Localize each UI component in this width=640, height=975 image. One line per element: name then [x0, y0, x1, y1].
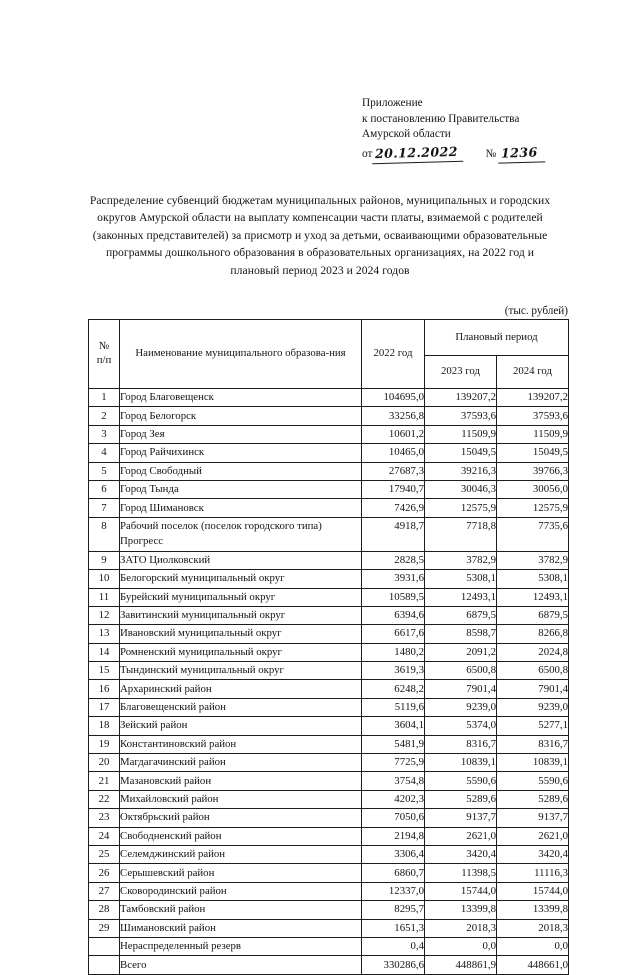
value-2022-cell: 6617,6: [362, 625, 425, 643]
value-2022-cell: 3604,1: [362, 717, 425, 735]
value-2023-cell: 2091,2: [425, 643, 497, 661]
value-2023-cell: 2018,3: [425, 919, 497, 937]
column-header-row-number-line1: №: [98, 340, 110, 353]
row-number-cell: 13: [89, 625, 120, 643]
municipality-name-cell: Город Шимановск: [120, 499, 362, 517]
municipality-name-cell: Всего: [120, 956, 362, 974]
row-number-cell: 21: [89, 772, 120, 790]
table-row: [89, 827, 569, 845]
appendix-header-block: [362, 96, 592, 162]
value-2023-cell: 448861,9: [425, 956, 497, 974]
value-2022-cell: 330286,6: [362, 956, 425, 974]
table-row: [89, 662, 569, 680]
column-header-row-number-line2: п/п: [96, 354, 112, 366]
value-2024-cell: 37593,6: [497, 407, 569, 425]
column-header-planning-period: Плановый период: [425, 320, 569, 356]
value-2023-cell: 10839,1: [425, 754, 497, 772]
value-2022-cell: 1480,2: [362, 643, 425, 661]
value-2024-cell: 8316,7: [497, 735, 569, 753]
value-2023-cell: 13399,8: [425, 901, 497, 919]
table-row: [89, 588, 569, 606]
document-reference-line: [362, 145, 592, 163]
row-number-cell: 19: [89, 735, 120, 753]
row-number-cell: 16: [89, 680, 120, 698]
municipality-name-cell: Магдагачинский район: [120, 754, 362, 772]
row-number-cell: 17: [89, 698, 120, 716]
municipality-name-cell: Рабочий поселок (поселок городского типа) Прогресс: [120, 517, 362, 551]
value-2022-cell: 6860,7: [362, 864, 425, 882]
municipality-name-cell: Михайловский район: [120, 790, 362, 808]
row-number-cell: 10: [89, 570, 120, 588]
municipality-name-cell: Завитинский муниципальный округ: [120, 606, 362, 624]
value-2022-cell: 3306,4: [362, 845, 425, 863]
row-number-cell: 15: [89, 662, 120, 680]
column-header-year-2023: 2023 год: [425, 356, 497, 389]
value-2022-cell: 4202,3: [362, 790, 425, 808]
row-number-cell: 8: [89, 517, 120, 551]
row-number-cell: 11: [89, 588, 120, 606]
table-row: [89, 462, 569, 480]
value-2022-cell: 6394,6: [362, 606, 425, 624]
handwritten-date: 20.12.2022: [372, 144, 463, 164]
value-2023-cell: 7901,4: [425, 680, 497, 698]
municipality-name-cell: ЗАТО Циолковский: [120, 551, 362, 569]
table-row: [89, 919, 569, 937]
value-2023-cell: 15049,5: [425, 444, 497, 462]
table-head: [89, 320, 569, 389]
value-2024-cell: 9239,0: [497, 698, 569, 716]
column-header-municipality-name-text: Наименование муниципального образова-ния: [135, 347, 346, 360]
table-row: [89, 680, 569, 698]
value-2023-cell: 8598,7: [425, 625, 497, 643]
row-number-cell: 9: [89, 551, 120, 569]
value-2022-cell: 3754,8: [362, 772, 425, 790]
units-note: (тыс. рублей): [504, 305, 568, 317]
value-2024-cell: 12575,9: [497, 499, 569, 517]
value-2024-cell: 2018,3: [497, 919, 569, 937]
column-header-year-2024: 2024 год: [497, 356, 569, 389]
value-2023-cell: 15744,0: [425, 882, 497, 900]
value-2023-cell: 11509,9: [425, 425, 497, 443]
row-number-cell: 5: [89, 462, 120, 480]
municipality-name-cell: Город Тында: [120, 480, 362, 498]
municipality-name-cell: Белогорский муниципальный округ: [120, 570, 362, 588]
value-2022-cell: 5481,9: [362, 735, 425, 753]
table-row: [89, 425, 569, 443]
value-2024-cell: 7735,6: [497, 517, 569, 551]
value-2023-cell: 12493,1: [425, 588, 497, 606]
row-number-cell: 29: [89, 919, 120, 937]
table-row: [89, 389, 569, 407]
appendix-line-3: Амурской области: [362, 128, 451, 141]
row-number-cell: 25: [89, 845, 120, 863]
value-2024-cell: 5590,6: [497, 772, 569, 790]
value-2023-cell: 6879,5: [425, 606, 497, 624]
table-row: [89, 407, 569, 425]
value-2023-cell: 5289,6: [425, 790, 497, 808]
municipality-name-cell: Свободненский район: [120, 827, 362, 845]
row-number-cell: 7: [89, 499, 120, 517]
row-number-cell: 3: [89, 425, 120, 443]
row-number-cell: 24: [89, 827, 120, 845]
value-2023-cell: 6500,8: [425, 662, 497, 680]
table-row: [89, 444, 569, 462]
row-number-cell: 23: [89, 809, 120, 827]
municipality-name-cell: Город Белогорск: [120, 407, 362, 425]
value-2023-cell: 8316,7: [425, 735, 497, 753]
table-row: [89, 937, 569, 955]
row-number-cell: 4: [89, 444, 120, 462]
value-2024-cell: 0,0: [497, 937, 569, 955]
municipality-name-cell: Ромненский муниципальный округ: [120, 643, 362, 661]
municipality-name-cell: Город Райчихинск: [120, 444, 362, 462]
value-2023-cell: 11398,5: [425, 864, 497, 882]
value-2024-cell: 5308,1: [497, 570, 569, 588]
value-2023-cell: 2621,0: [425, 827, 497, 845]
reference-number-label: №: [485, 147, 497, 160]
value-2024-cell: 139207,2: [497, 389, 569, 407]
table-body: [89, 389, 569, 975]
column-header-year-2022: 2022 год: [362, 320, 425, 389]
row-number-cell: 26: [89, 864, 120, 882]
row-number-cell: 6: [89, 480, 120, 498]
table-row: [89, 517, 569, 551]
table-row: [89, 790, 569, 808]
table-row: [89, 845, 569, 863]
table-row: [89, 735, 569, 753]
value-2022-cell: 7050,6: [362, 809, 425, 827]
value-2024-cell: 11116,3: [497, 864, 569, 882]
value-2022-cell: 2194,8: [362, 827, 425, 845]
value-2022-cell: 3931,6: [362, 570, 425, 588]
municipality-name-cell: Серышевский район: [120, 864, 362, 882]
appendix-line-2: к постановлению Правительства: [362, 112, 520, 125]
value-2022-cell: 7426,9: [362, 499, 425, 517]
municipality-name-cell: Тындинский муниципальный округ: [120, 662, 362, 680]
municipality-name-cell: Мазановский район: [120, 772, 362, 790]
table-row: [89, 570, 569, 588]
value-2023-cell: 5590,6: [425, 772, 497, 790]
municipality-name-cell: Город Благовещенск: [120, 389, 362, 407]
municipality-name-cell: Селемджинский район: [120, 845, 362, 863]
value-2024-cell: 3420,4: [497, 845, 569, 863]
municipality-name-cell: Тамбовский район: [120, 901, 362, 919]
table-row: [89, 480, 569, 498]
value-2022-cell: 10589,5: [362, 588, 425, 606]
municipality-name-cell: Нераспределенный резерв: [120, 937, 362, 955]
column-header-row-number: [89, 320, 120, 389]
value-2024-cell: 11509,9: [497, 425, 569, 443]
table-row: [89, 901, 569, 919]
value-2024-cell: 6879,5: [497, 606, 569, 624]
row-number-cell: [89, 937, 120, 955]
municipality-name-cell: Город Свободный: [120, 462, 362, 480]
value-2023-cell: 5308,1: [425, 570, 497, 588]
value-2022-cell: 2828,5: [362, 551, 425, 569]
municipality-name-cell: Зейский район: [120, 717, 362, 735]
column-header-municipality-name: [120, 320, 362, 389]
reference-date-prefix: от: [362, 147, 373, 160]
table-row: [89, 772, 569, 790]
value-2023-cell: 139207,2: [425, 389, 497, 407]
value-2023-cell: 12575,9: [425, 499, 497, 517]
value-2022-cell: 1651,3: [362, 919, 425, 937]
value-2024-cell: 13399,8: [497, 901, 569, 919]
table-row: [89, 551, 569, 569]
value-2022-cell: 27687,3: [362, 462, 425, 480]
row-number-cell: 22: [89, 790, 120, 808]
value-2024-cell: 8266,8: [497, 625, 569, 643]
value-2024-cell: 6500,8: [497, 662, 569, 680]
value-2022-cell: 5119,6: [362, 698, 425, 716]
table-header-row-1: [89, 320, 569, 356]
value-2024-cell: 2024,8: [497, 643, 569, 661]
row-number-cell: 27: [89, 882, 120, 900]
value-2024-cell: 3782,9: [497, 551, 569, 569]
value-2023-cell: 30046,3: [425, 480, 497, 498]
municipality-name-cell: Бурейский муниципальный округ: [120, 588, 362, 606]
table-row: [89, 956, 569, 974]
appendix-line-1: Приложение: [362, 97, 423, 109]
value-2023-cell: 7718,8: [425, 517, 497, 551]
value-2022-cell: 12337,0: [362, 882, 425, 900]
subventions-table: [88, 319, 569, 975]
municipality-name-cell: Благовещенский район: [120, 698, 362, 716]
value-2024-cell: 9137,7: [497, 809, 569, 827]
value-2023-cell: 0,0: [425, 937, 497, 955]
value-2023-cell: 3782,9: [425, 551, 497, 569]
table-row: [89, 625, 569, 643]
table-row: [89, 717, 569, 735]
value-2024-cell: 39766,3: [497, 462, 569, 480]
municipality-name-cell: Город Зея: [120, 425, 362, 443]
value-2024-cell: 7901,4: [497, 680, 569, 698]
value-2022-cell: 0,4: [362, 937, 425, 955]
row-number-cell: 18: [89, 717, 120, 735]
value-2024-cell: 448661,0: [497, 956, 569, 974]
value-2024-cell: 15744,0: [497, 882, 569, 900]
value-2022-cell: 104695,0: [362, 389, 425, 407]
municipality-name-cell: Шимановский район: [120, 919, 362, 937]
municipality-name-cell: Архаринский район: [120, 680, 362, 698]
row-number-cell: 14: [89, 643, 120, 661]
value-2024-cell: 30056,0: [497, 480, 569, 498]
value-2022-cell: 7725,9: [362, 754, 425, 772]
table-row: [89, 606, 569, 624]
table-row: [89, 499, 569, 517]
value-2024-cell: 5277,1: [497, 717, 569, 735]
row-number-cell: 1: [89, 389, 120, 407]
value-2022-cell: 4918,7: [362, 517, 425, 551]
table-row: [89, 882, 569, 900]
value-2022-cell: 17940,7: [362, 480, 425, 498]
value-2024-cell: 2621,0: [497, 827, 569, 845]
value-2023-cell: 37593,6: [425, 407, 497, 425]
row-number-cell: 12: [89, 606, 120, 624]
value-2024-cell: 12493,1: [497, 588, 569, 606]
row-number-cell: [89, 956, 120, 974]
table-row: [89, 698, 569, 716]
table-row: [89, 754, 569, 772]
value-2022-cell: 33256,8: [362, 407, 425, 425]
row-number-cell: 28: [89, 901, 120, 919]
page-title: Распределение субвенций бюджетам муниципальных районов, муниципальных и городских округов Амурской области на выплату компенсации части платы, взимаемой с родителей (законных представителей) за присмотр и уход за детьми, осваивающими образовательные программы дошкольного образования в образовательных организациях, на 2022 год и плановый период 2023 и 2024 годов: [89, 194, 551, 277]
value-2024-cell: 15049,5: [497, 444, 569, 462]
handwritten-document-number: 1236: [498, 144, 545, 163]
value-2023-cell: 3420,4: [425, 845, 497, 863]
value-2024-cell: 5289,6: [497, 790, 569, 808]
municipality-name-cell: Константиновский район: [120, 735, 362, 753]
municipality-name-cell: Сковородинский район: [120, 882, 362, 900]
municipality-name-cell: Ивановский муниципальный округ: [120, 625, 362, 643]
value-2022-cell: 6248,2: [362, 680, 425, 698]
value-2024-cell: 10839,1: [497, 754, 569, 772]
value-2022-cell: 10465,0: [362, 444, 425, 462]
value-2023-cell: 9137,7: [425, 809, 497, 827]
value-2023-cell: 5374,0: [425, 717, 497, 735]
row-number-cell: 20: [89, 754, 120, 772]
value-2022-cell: 3619,3: [362, 662, 425, 680]
value-2023-cell: 9239,0: [425, 698, 497, 716]
row-number-cell: 2: [89, 407, 120, 425]
table-row: [89, 809, 569, 827]
municipality-name-cell: Октябрьский район: [120, 809, 362, 827]
table-row: [89, 864, 569, 882]
subventions-table-wrapper: [88, 319, 568, 975]
value-2022-cell: 8295,7: [362, 901, 425, 919]
value-2023-cell: 39216,3: [425, 462, 497, 480]
value-2022-cell: 10601,2: [362, 425, 425, 443]
table-row: [89, 643, 569, 661]
